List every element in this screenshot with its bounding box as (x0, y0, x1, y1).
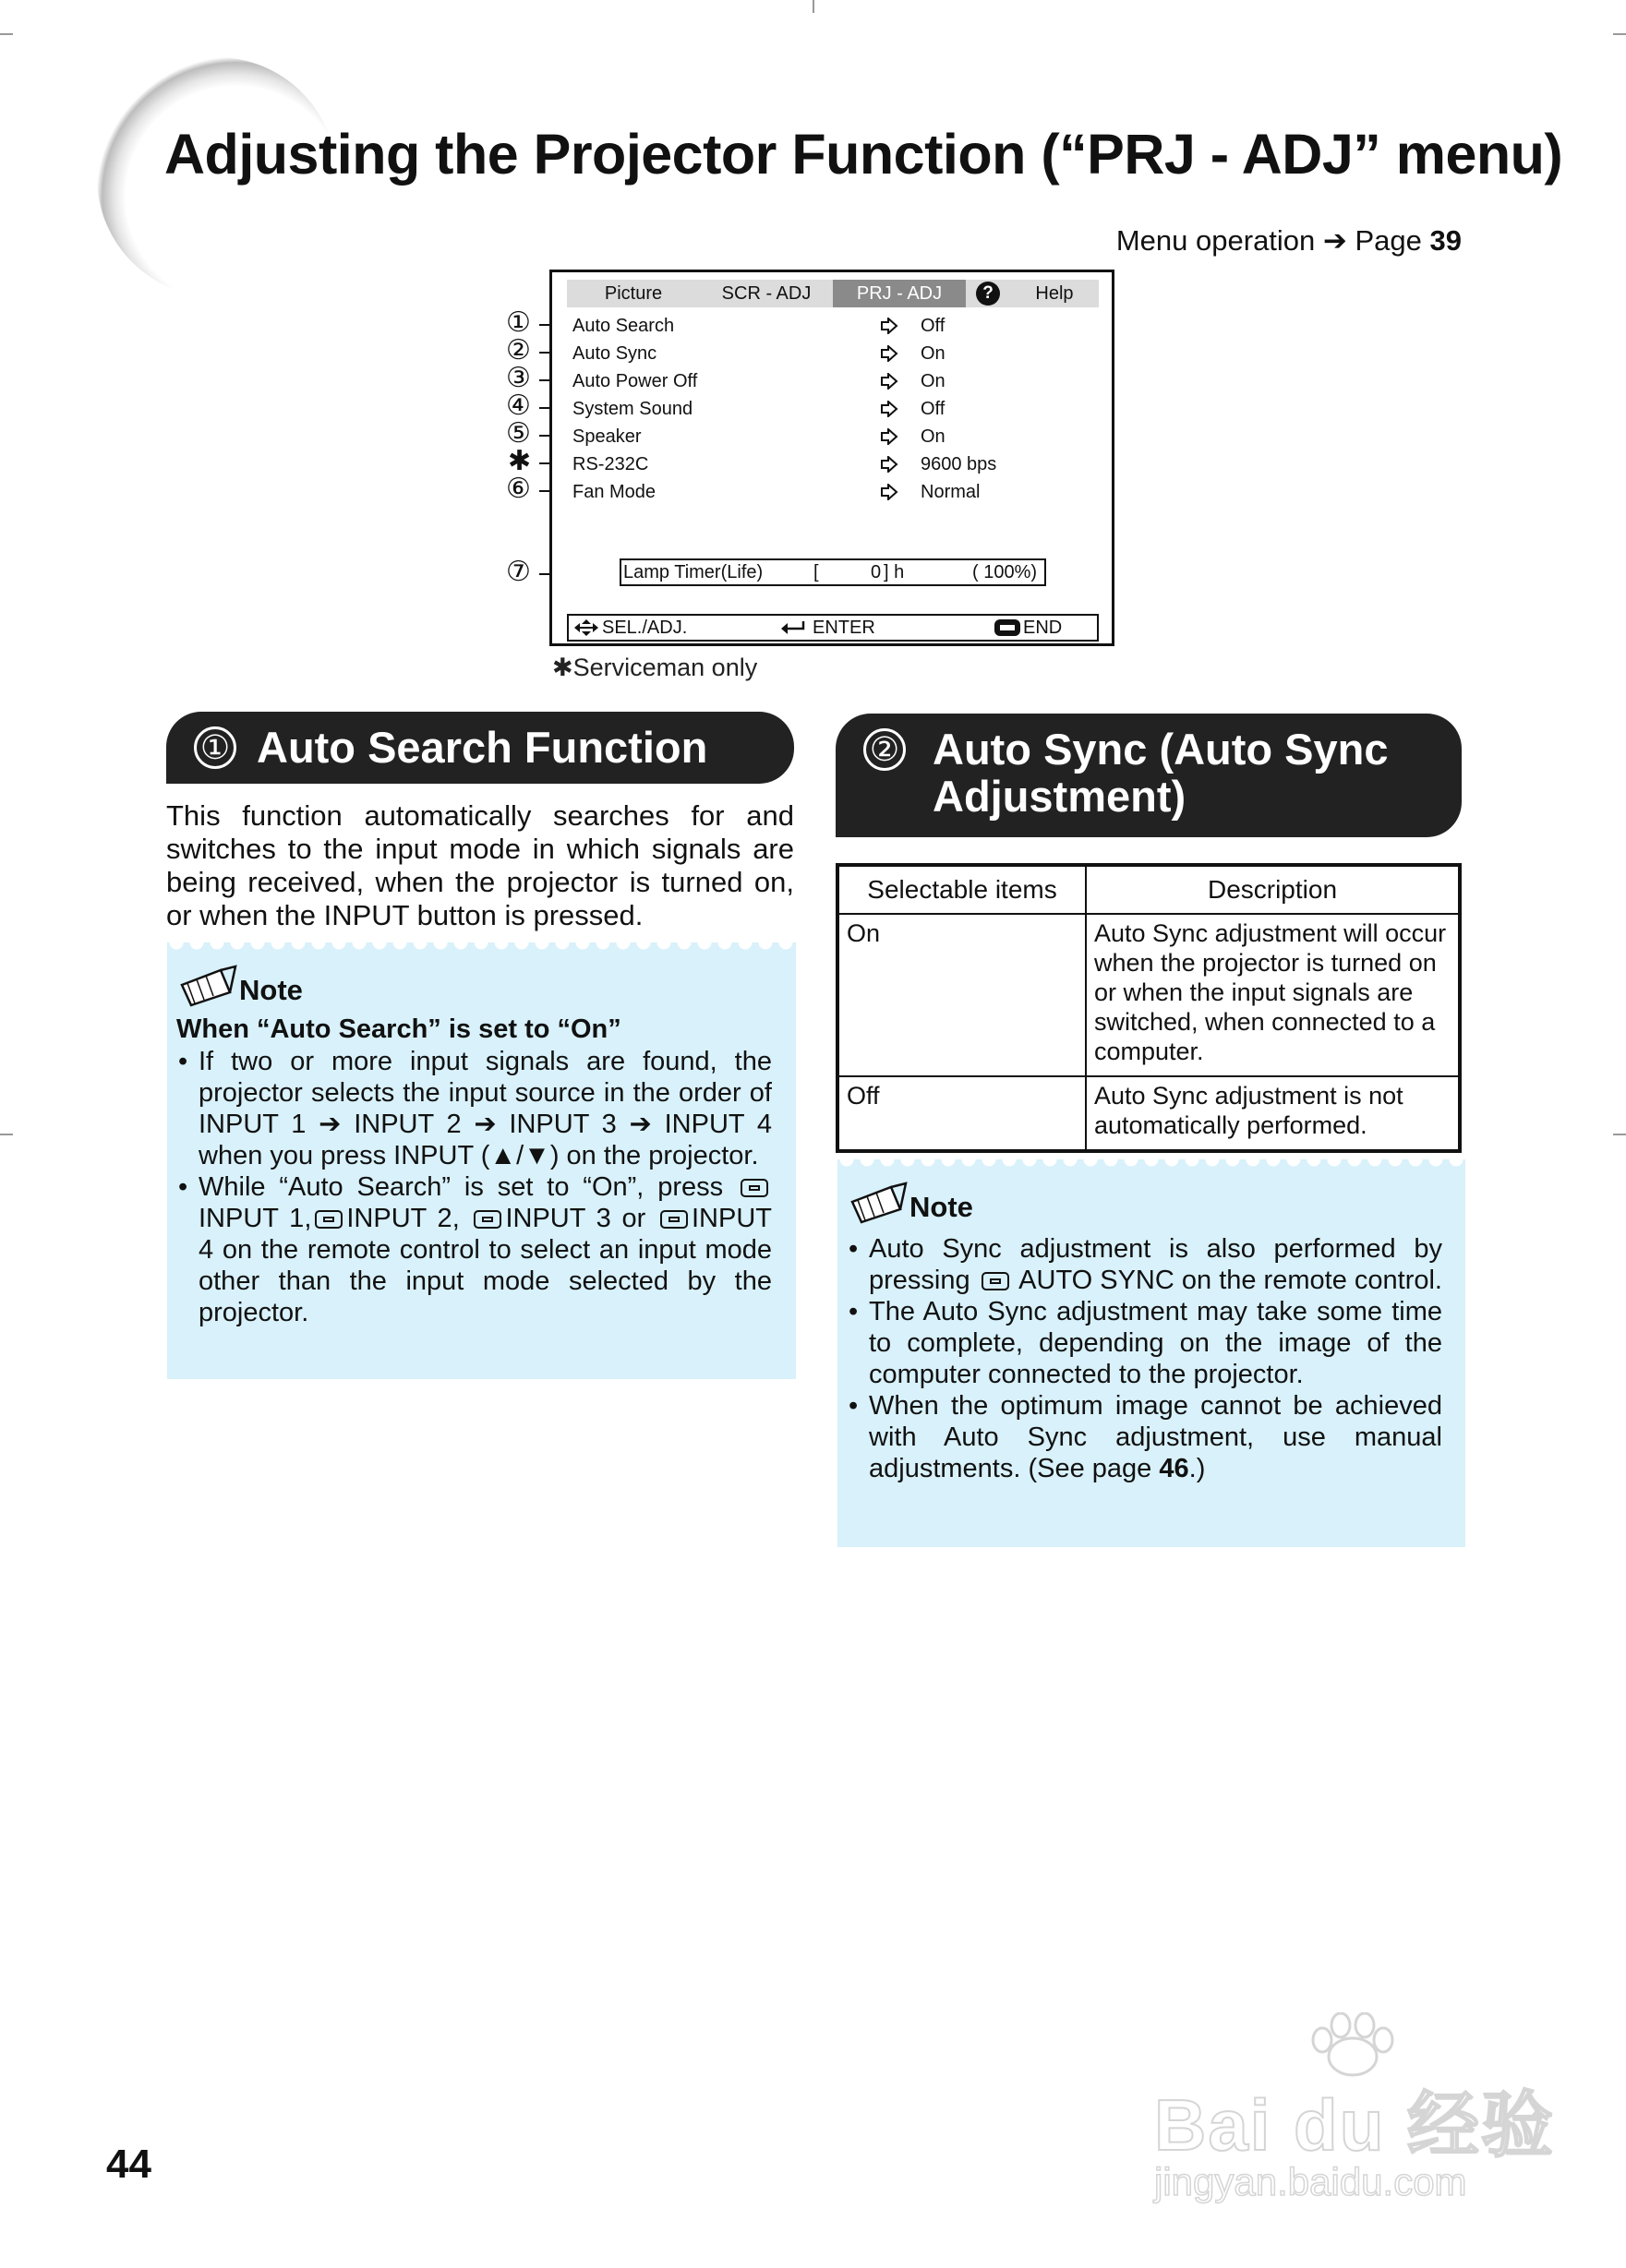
question-circle-icon: ? (976, 282, 1000, 306)
osd-row-value: Normal (921, 482, 981, 502)
osd-row-label: System Sound (572, 399, 693, 419)
scallop-border (837, 1159, 1465, 1174)
crop-mark (813, 0, 814, 13)
osd-row-value: 9600 bps (921, 454, 997, 474)
osd-row-value: Off (921, 316, 945, 336)
footer-end: END (1023, 618, 1063, 638)
table-cell-description: Auto Sync adjustment is not automatically performed. (1086, 1076, 1460, 1151)
osd-row-value: On (921, 371, 945, 391)
section-number: ② (863, 728, 906, 771)
note-title: Note (239, 974, 303, 1006)
osd-row-value: Off (921, 399, 945, 419)
table-header: Selectable items (837, 865, 1086, 914)
osd-row-label: Auto Power Off (572, 371, 698, 391)
osd-tab-bar (567, 280, 1099, 307)
note-item-text: INPUT 3 or (505, 1204, 646, 1233)
osd-row-auto-search[interactable] (572, 312, 1090, 340)
osd-menu (549, 270, 1114, 646)
watermark (1154, 2012, 1556, 2215)
callout-7: ⑦ (506, 557, 531, 587)
note-box (837, 1159, 1465, 1547)
arrow-right-icon (880, 373, 898, 390)
watermark-brand: Bai du 经验 (1154, 2084, 1556, 2166)
callout-5: ⑤ (506, 418, 531, 449)
lamp-bracket-close: ] h (884, 562, 905, 582)
lamp-percent: ( 100%) (972, 562, 1038, 582)
footer-sel-adj: SEL./ADJ. (602, 618, 688, 638)
crop-mark (0, 33, 13, 35)
osd-row-speaker[interactable] (572, 423, 1090, 450)
lamp-hours: 0 (871, 562, 882, 582)
table-header-row (837, 865, 1460, 914)
note-item (847, 1390, 1442, 1484)
page-number: 44 (106, 2142, 151, 2187)
note-subtitle: When “Auto Search” is set to “On” (176, 1014, 621, 1044)
osd-row-label: Fan Mode (572, 482, 656, 502)
osd-row-value: On (921, 426, 945, 447)
input4-button-icon (660, 1210, 688, 1229)
watermark-url: jingyan.baidu.com (1154, 2160, 1467, 2203)
note-item-text: Auto Sync adjustment is also performed by pressing (869, 1234, 1442, 1295)
four-way-arrow-icon (572, 618, 600, 637)
note-item (176, 1171, 772, 1328)
section-number: ① (194, 726, 236, 769)
arrow-right-icon (880, 428, 898, 445)
crop-mark (1613, 33, 1626, 35)
callout-3: ③ (506, 363, 531, 393)
callout-1: ① (506, 307, 531, 338)
note-item: • The Auto Sync adjustment may take some time to complete, depending on the image of the computer connected to the projector. (847, 1296, 1442, 1390)
section-title-line1: Auto Sync (Auto Sync (933, 725, 1389, 774)
table-cell-description: Auto Sync adjustment will occur when the projector is turned on or when the input signals are switched, when connected to a computer. (1086, 914, 1460, 1076)
lamp-bracket-open: [ (813, 562, 819, 582)
page-title: Adjusting the Projector Function (“PRJ - ADJ” menu) (164, 123, 1563, 186)
crop-mark (0, 1134, 13, 1135)
note-item: • If two or more input signals are found, the projector selects the input source in the order of INPUT 1 ➔ INPUT 2 ➔ INPUT 3 ➔ INPUT 4 when you press INPUT (▲/▼) on the projector. (176, 1046, 772, 1171)
callout-2: ② (506, 335, 531, 366)
section-title: Auto Search Function (257, 723, 708, 772)
menu-button-icon (994, 618, 1021, 637)
table-cell-item: On (837, 914, 1086, 1076)
note-item-page-ref: 46 (1159, 1454, 1189, 1483)
serviceman-note: ✱Serviceman only (552, 654, 758, 681)
note-item-text: .) (1188, 1454, 1206, 1483)
note-list (176, 1046, 772, 1328)
pencil-icon (849, 1182, 908, 1224)
osd-row-fan-mode[interactable] (572, 478, 1090, 506)
osd-footer (567, 614, 1099, 642)
arrow-right-icon (880, 318, 898, 334)
osd-row-label: RS-232C (572, 454, 649, 474)
input1-button-icon (741, 1179, 768, 1197)
note-item-text: When the optimum image cannot be achieved with Auto Sync adjustment, use manual adjustments. (See page (869, 1391, 1442, 1483)
arrow-right-icon (880, 345, 898, 362)
table-row (837, 1076, 1460, 1151)
section-title-line2: Adjustment) (933, 772, 1186, 821)
input3-button-icon (474, 1210, 501, 1229)
table-header: Description (1086, 865, 1460, 914)
arrow-right-icon (880, 456, 898, 473)
enter-icon (779, 620, 807, 635)
scallop-border (167, 942, 796, 957)
table-cell-item: Off (837, 1076, 1086, 1151)
section-header-auto-sync (836, 714, 1462, 837)
note-list (847, 1233, 1442, 1484)
osd-row-auto-sync[interactable] (572, 340, 1090, 367)
auto-sync-button-icon (982, 1272, 1009, 1290)
note-item-text: While “Auto Search” is set to “On”, press (199, 1172, 724, 1202)
note-box (167, 942, 796, 1379)
tab-prj-adj[interactable]: PRJ - ADJ (833, 280, 966, 307)
arrow-right-icon (880, 484, 898, 500)
osd-row-auto-power-off[interactable] (572, 367, 1090, 395)
menu-operation-text: Menu operation ➔ Page (1115, 224, 1422, 257)
callout-6: ⑥ (506, 474, 531, 504)
note-item-text: INPUT 1, (199, 1204, 312, 1233)
pencil-icon (178, 965, 237, 1007)
osd-row-label: Speaker (572, 426, 642, 447)
lamp-timer-box (620, 558, 1046, 586)
footer-enter: ENTER (813, 618, 875, 638)
section-header-auto-search (166, 712, 794, 784)
lamp-timer-label: Lamp Timer(Life) (623, 562, 764, 582)
tab-picture[interactable]: Picture (604, 283, 663, 304)
note-item-text: INPUT 2, (346, 1204, 460, 1233)
osd-row-label: Auto Sync (572, 343, 657, 364)
tab-help[interactable]: Help (1035, 283, 1074, 304)
input2-button-icon (315, 1210, 343, 1229)
help-icon-wrap (966, 282, 1010, 306)
crop-mark (1613, 1134, 1626, 1135)
note-item-text: INPUT 4 on the remote control to select an input mode other than the input mode selected by the projector. (199, 1204, 772, 1327)
menu-operation-page: 39 (1429, 224, 1462, 257)
tab-scr-adj[interactable]: SCR - ADJ (721, 283, 812, 304)
section-body: This function automatically searches for and switches to the input mode in which signals are being received, when the projector is turned on, or when the INPUT button is pressed. (166, 799, 794, 931)
osd-row-rs232c[interactable] (572, 450, 1090, 478)
osd-row-label: Auto Search (572, 316, 675, 336)
callout-asterisk: ✱ (508, 446, 532, 476)
osd-row-value: On (921, 343, 945, 364)
osd-row-system-sound[interactable] (572, 395, 1090, 423)
note-item (847, 1233, 1442, 1296)
note-item-text: AUTO SYNC on the remote control. (1018, 1266, 1442, 1295)
callout-4: ④ (506, 390, 531, 421)
table-row (837, 914, 1460, 1076)
menu-operation-reference (1116, 224, 1462, 258)
arrow-right-icon (880, 401, 898, 417)
note-title: Note (909, 1191, 973, 1223)
selectable-items-table (836, 863, 1462, 1153)
